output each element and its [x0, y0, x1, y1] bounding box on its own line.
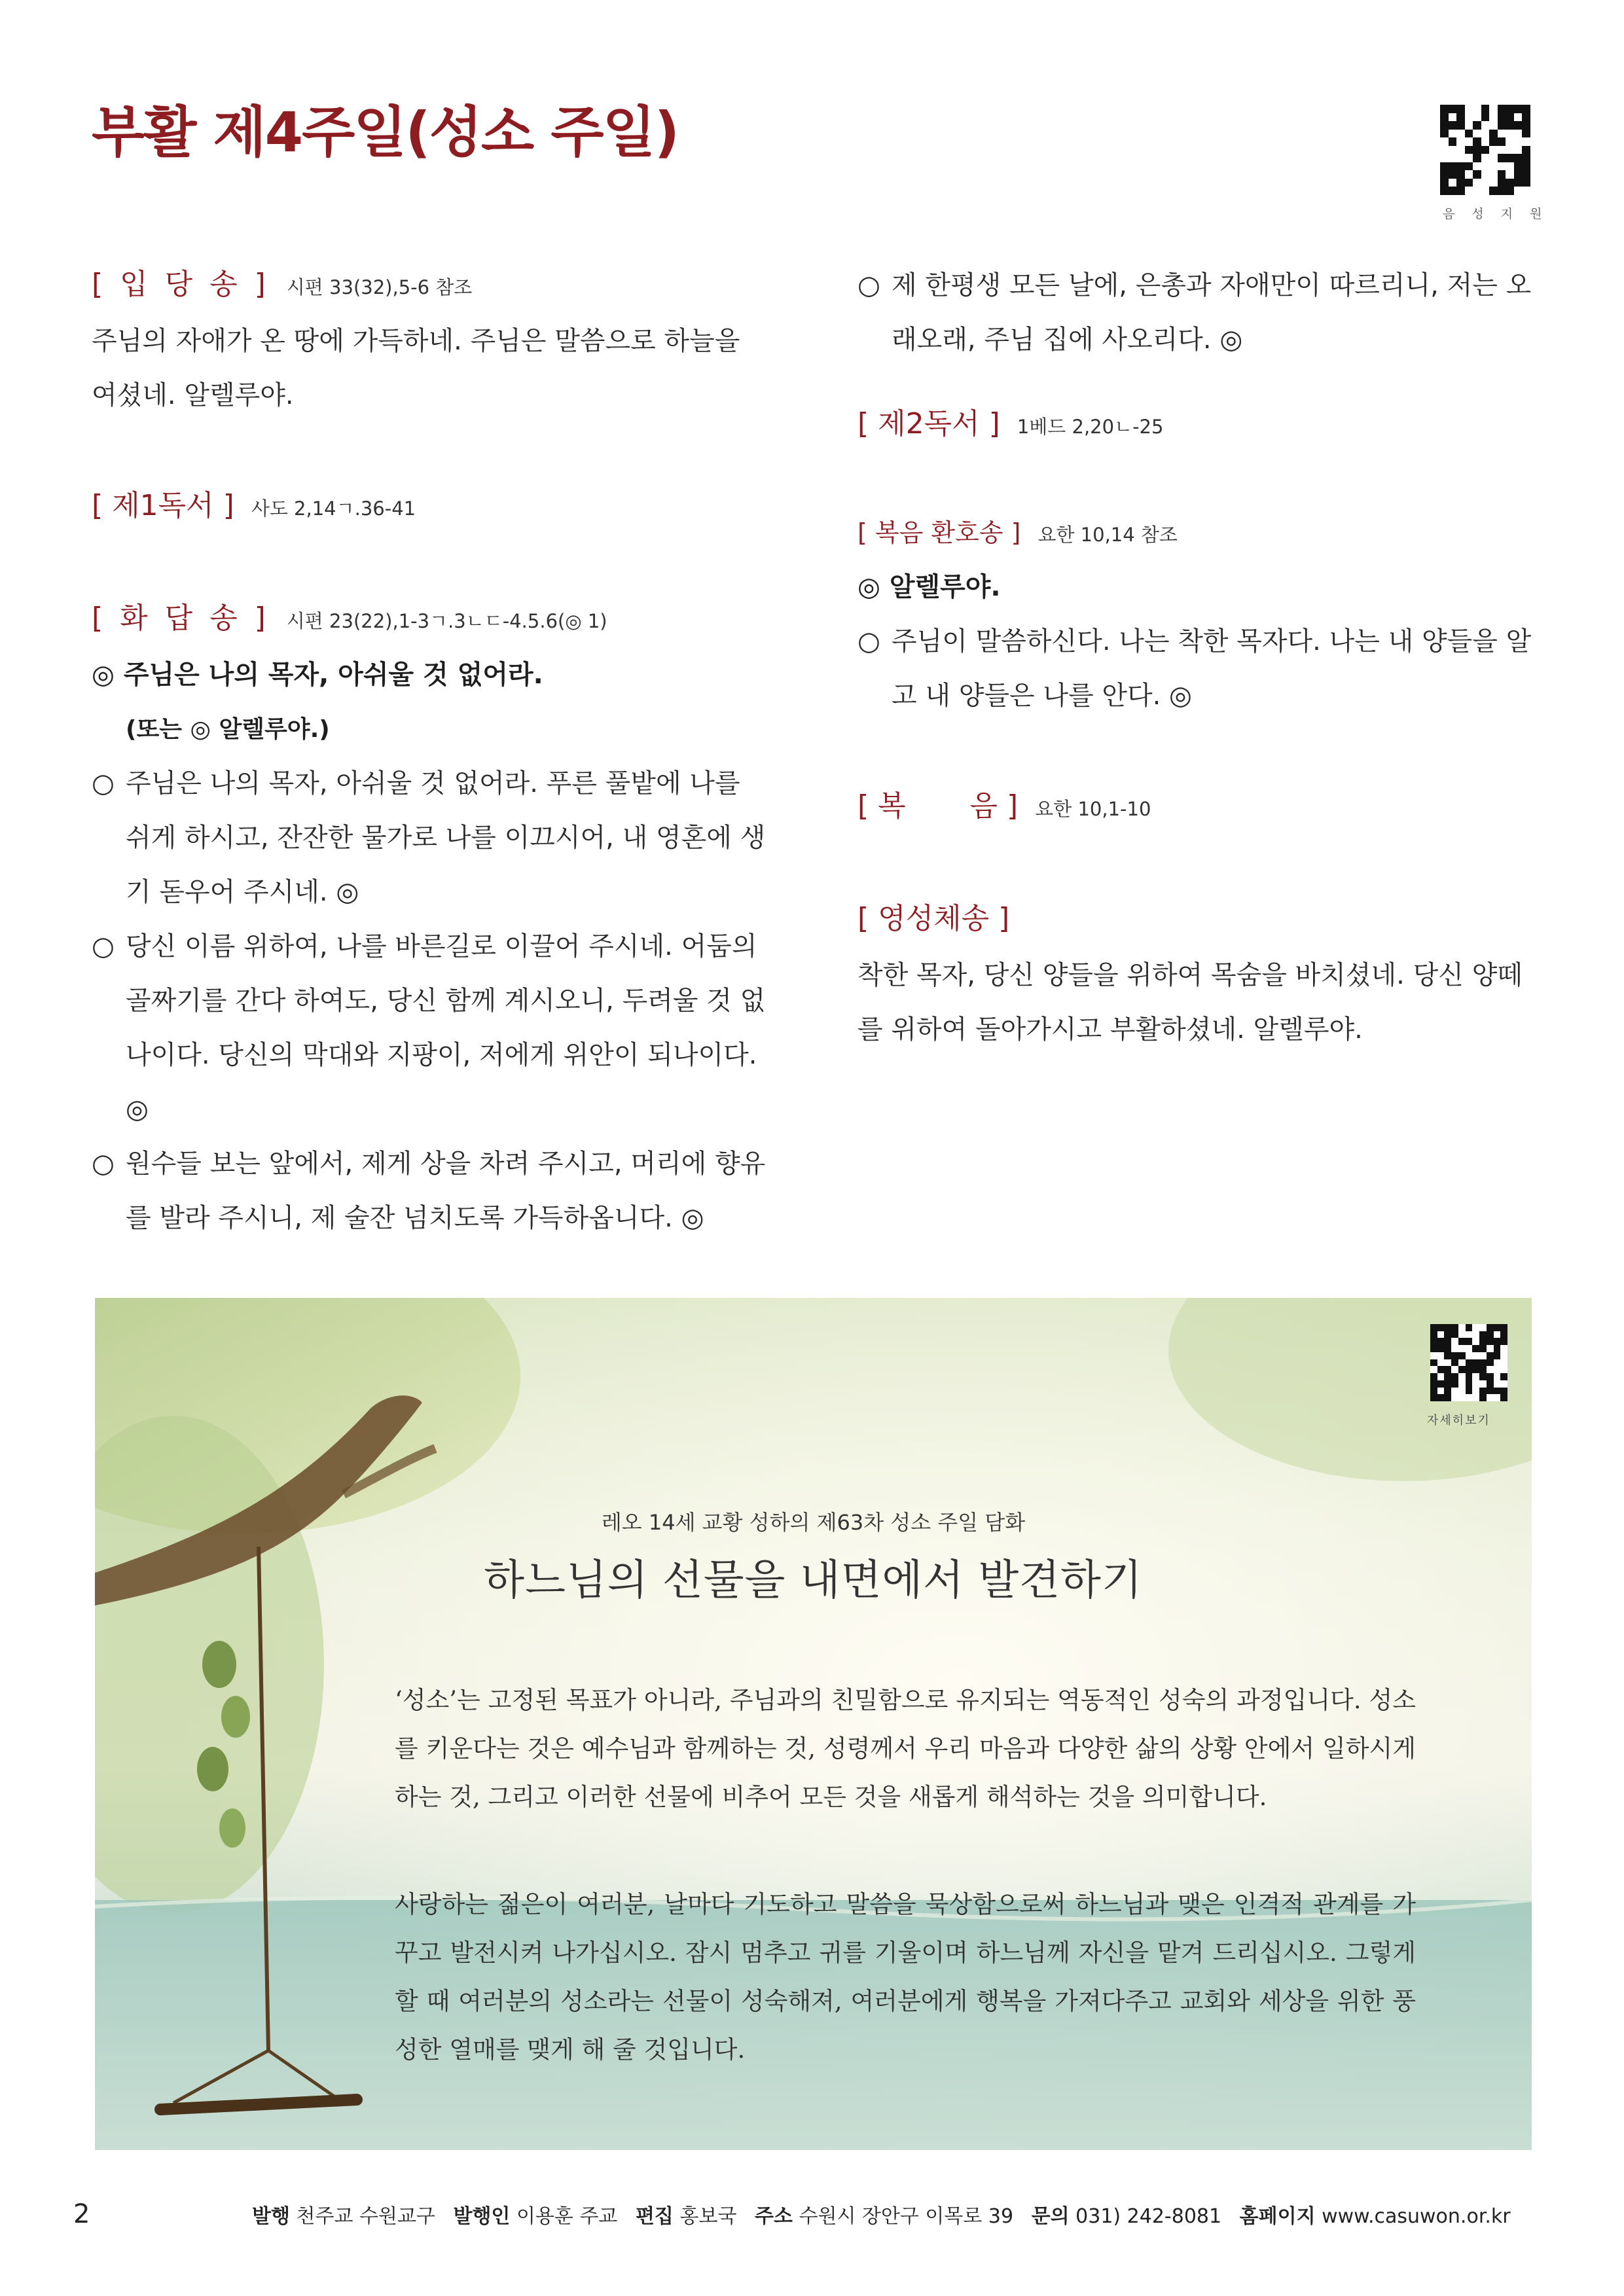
- right-column: [857, 259, 1538, 1057]
- banner-paragraph-1: ‘성소’는 고정된 목표가 아니라, 주님과의 친밀함으로 유지되는 역동적인 성숙의 과정입니다. 성소를 키운다는 것은 예수님과 함께하는 것, 성령께서 우리 마음과 다양한 삶의 상황 안에서 일하시게 하는 것, 그리고 이러한 선물에 비추어 모든 것을 새롭게 해석하는 것을 의미합니다.: [395, 1686, 1416, 1811]
- banner-paragraph-2: 사랑하는 젊은이 여러분, 날마다 기도하고 말씀을 묵상함으로써 하느님과 맺은 인격적 관계를 가꾸고 발전시켜 나가십시오. 잠시 멈추고 귀를 기울이며 하느님께 자신을 맡겨 드리십시오. 그렇게 할 때 여러분의 성소라는 선물이 성숙해져, 여러분에게 행복을 가져다주고 교회와 세상을 위한 풍성한 열매를 맺게 해 줄 것입니다.: [395, 1890, 1416, 2064]
- acclamation-response: ◎ 알렐루야.: [857, 572, 1001, 602]
- bullet-circle-icon: ○: [857, 626, 880, 656]
- footer: [73, 2199, 1511, 2229]
- psalm-verse: [92, 920, 772, 1137]
- bullet-circle-icon: ○: [92, 768, 115, 798]
- left-column: [92, 260, 772, 1246]
- psalm-verse-text: 당신 이름 위하여, 나를 바른길로 이끌어 주시네. 어둠의 골짜기를 간다 하여도, 당신 함께 계시오니, 두려울 것 없나이다. 당신의 막대와 지팡이, 저에게 위안이 되나이다. ◎: [126, 931, 766, 1124]
- psalm-ref: 시편 23(22),1-3ㄱ.3ㄴㄷ-4.5.6(◎ 1): [286, 610, 607, 632]
- psalm-verse-text: 주님은 나의 목자, 아쉬울 것 없어라. 푸른 풀밭에 나를 쉬게 하시고, 잔잔한 물가로 나를 이끄시어, 내 영혼에 생기 돋우어 주시네. ◎: [126, 768, 766, 907]
- psalm-response: ◎ 주님은 나의 목자, 아쉬울 것 없어라.: [92, 660, 543, 690]
- publisher: 천주교 수원교구: [296, 2205, 435, 2228]
- banner-qr-caption: 자세히보기: [1427, 1414, 1490, 1427]
- psalm-verse-text: 제 한평생 모든 날에, 은총과 자애만이 따르리니, 저는 오래오래, 주님 집에 사오리다. ◎: [892, 270, 1532, 355]
- gospel-title: [ 복 음 ]: [857, 789, 1019, 823]
- editor: 홍보국: [679, 2205, 737, 2228]
- psalm-header: [92, 594, 772, 636]
- banner-title: 하느님의 선물을 내면에서 발견하기: [484, 1556, 1143, 1605]
- psalm-verse-text: 원수들 보는 앞에서, 제게 상을 차려 주시고, 머리에 향유를 발라 주시니, 제 술잔 넘치도록 가득하옵니다. ◎: [126, 1149, 766, 1233]
- gospel-header: [857, 782, 1538, 824]
- address-label: 주소: [754, 2205, 793, 2228]
- gospel-ref: 요한 10,1-10: [1035, 798, 1151, 820]
- banner-content: [95, 1298, 1532, 2150]
- acclamation-ref: 요한 10,14 참조: [1038, 524, 1178, 546]
- homepage-label: 홈페이지: [1239, 2205, 1316, 2228]
- contact: 031) 242-8081: [1075, 2205, 1222, 2228]
- editor-label: 편집: [635, 2205, 674, 2228]
- acclamation-verse: [857, 615, 1538, 723]
- bullet-circle-icon: ○: [92, 1149, 115, 1179]
- address: 수원시 장안구 이목로 39: [799, 2205, 1014, 2228]
- vocation-message-banner[interactable]: [95, 1298, 1532, 2150]
- qr-caption: 음 성 지 원: [1443, 207, 1549, 221]
- psalm-response-alt: (또는 ◎ 알렐루야.): [126, 716, 330, 743]
- psalm-verse: [92, 1137, 772, 1246]
- qr-code-icon[interactable]: [1440, 105, 1530, 195]
- psalm-verse: [857, 259, 1538, 367]
- acclamation-title: [ 복음 환호송 ]: [857, 518, 1021, 547]
- page-title: 부활 제4주일(성소 주일): [92, 100, 679, 164]
- bullet-circle-icon: ○: [857, 270, 880, 300]
- entrance-antiphon-text: 주님의 자애가 온 땅에 가득하네. 주님은 말씀으로 하늘을 여셨네. 알렐루야.: [92, 326, 740, 410]
- homepage-link[interactable]: www.casuwon.or.kr: [1322, 2205, 1511, 2228]
- publisher-label: 발행: [252, 2205, 290, 2228]
- entrance-antiphon-header: [92, 260, 772, 302]
- communion-title: [ 영성체송 ]: [857, 902, 1010, 935]
- communion-header: [857, 895, 1538, 937]
- first-reading-ref: 사도 2,14ㄱ.36-41: [251, 497, 416, 520]
- second-reading-title: [ 제2독서 ]: [857, 407, 1000, 440]
- page-number: 2: [73, 2199, 90, 2229]
- first-reading-header: [92, 482, 772, 524]
- second-reading-header: [857, 400, 1538, 442]
- psalm-verse: [92, 757, 772, 920]
- first-reading-title: [ 제1독서 ]: [92, 489, 234, 522]
- communion-text: 착한 목자, 당신 양들을 위하여 목숨을 바치셨네. 당신 양떼를 위하여 돌아가시고 부활하셨네. 알렐루야.: [857, 960, 1523, 1045]
- acclamation-verse-text: 주님이 말씀하신다. 나는 착한 목자다. 나는 내 양들을 알고 내 양들은 나를 안다. ◎: [892, 626, 1532, 711]
- contact-label: 문의: [1031, 2205, 1070, 2228]
- issuer: 이용훈 주교: [516, 2205, 618, 2228]
- entrance-antiphon-ref: 시편 33(32),5-6 참조: [286, 276, 473, 298]
- second-reading-ref: 1베드 2,20ㄴ-25: [1017, 416, 1164, 438]
- psalm-title: [ 화 답 송 ]: [92, 601, 270, 635]
- acclamation-header: [857, 512, 1538, 548]
- entrance-antiphon-title: [ 입 당 송 ]: [92, 268, 270, 301]
- banner-subtitle: 레오 14세 교황 성하의 제63차 성소 주일 담화: [601, 1510, 1026, 1535]
- bullet-circle-icon: ○: [92, 931, 115, 961]
- issuer-label: 발행인: [453, 2205, 511, 2228]
